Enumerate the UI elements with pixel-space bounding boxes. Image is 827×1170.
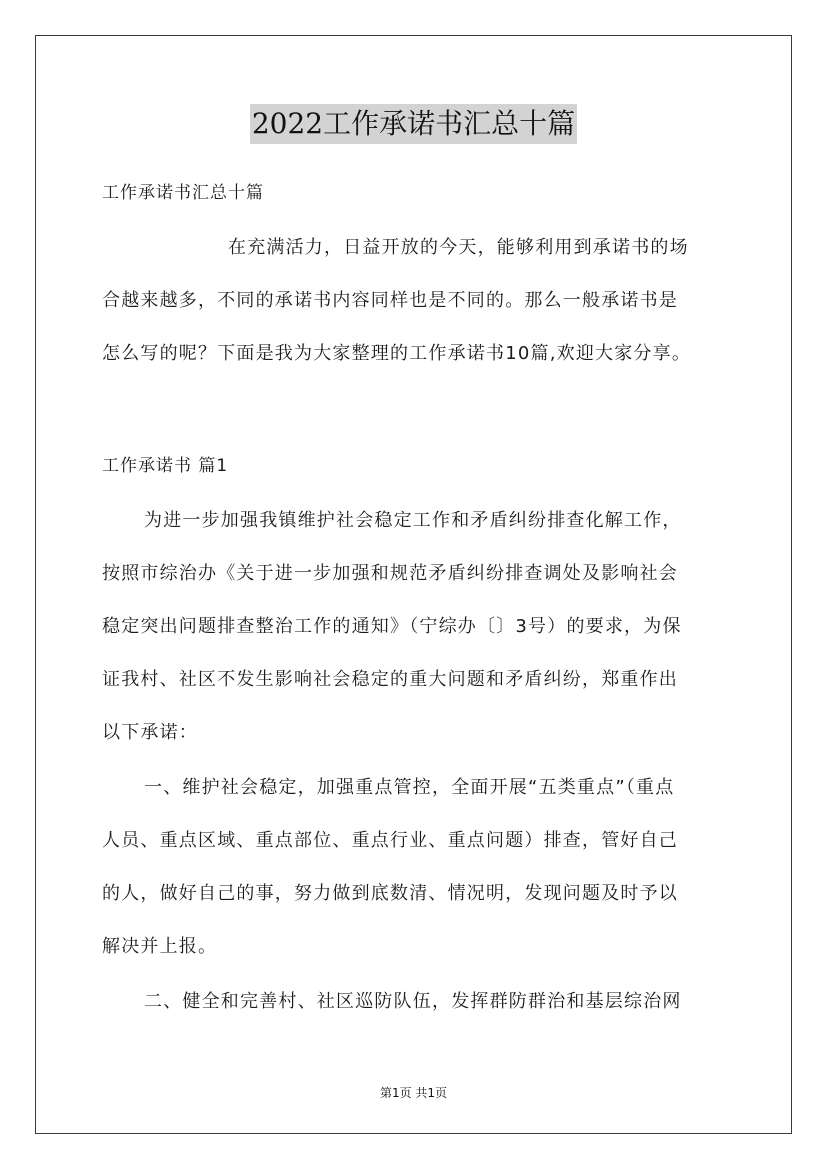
page-footer: 第1页 共1页 [379,1086,448,1100]
intro-line: 怎么写的呢？下面是我为大家整理的工作承诺书10篇,欢迎大家分享。 [102,343,692,364]
intro-paragraph [102,236,727,395]
body-line: 证我村、社区不发生影响社会稳定的重大问题和矛盾纠纷，郑重作出 [102,669,678,690]
body-line: 人员、重点区域、重点部位、重点行业、重点问题）排查，管好自己 [102,830,678,851]
body-line: 为进一步加强我镇维护社会稳定工作和矛盾纠纷排查化解工作， [144,510,682,531]
body-line: 二、健全和完善村、社区巡防队伍，发挥群防群治和基层综治网 [144,991,682,1012]
body-line: 以下承诺： [102,722,198,743]
document-subtitle: 工作承诺书汇总十篇 [102,183,264,203]
body-line: 解决并上报。 [102,936,218,957]
intro-line: 在充满活力，日益开放的今天，能够利用到承诺书的场 [228,237,689,258]
body-line: 按照市综治办《关于进一步加强和规范矛盾纠纷排查调处及影响社会 [102,563,678,584]
section-heading: 工作承诺书 篇1 [102,456,229,476]
body-line: 的人，做好自己的事，努力做到底数清、情况明，发现问题及时予以 [102,883,678,904]
body-paragraph-1 [102,509,727,774]
title-container [0,104,827,144]
body-paragraph-2 [102,776,727,988]
body-line: 稳定突出问题排查整治工作的通知》（宁综办〔〕3号）的要求，为保 [102,616,682,637]
body-paragraph-3 [102,990,727,1043]
document-title: 2022工作承诺书汇总十篇 [250,104,577,144]
intro-line: 合越来越多，不同的承诺书内容同样也是不同的。那么一般承诺书是 [102,290,678,311]
body-line: 一、维护社会稳定，加强重点管控，全面开展“五类重点”（重点 [144,777,675,798]
